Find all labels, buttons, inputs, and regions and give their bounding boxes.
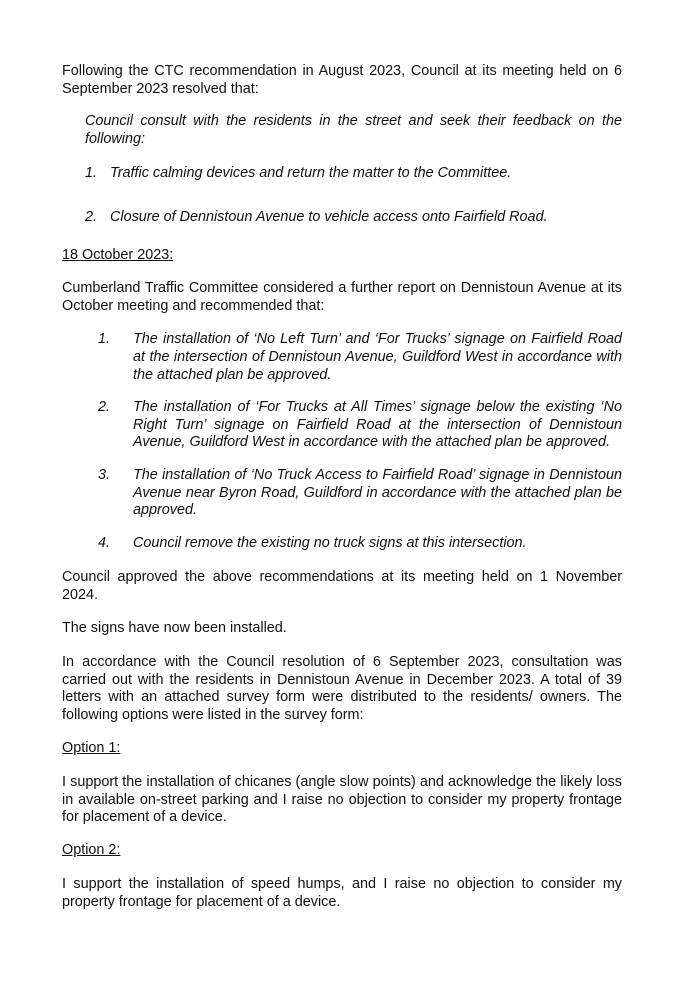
recommendation-item: [62, 467, 622, 520]
recommendation-item-text: Council remove the existing no truck signs at this intersection.: [133, 534, 527, 551]
option-2-text: I support the installation of speed humps, and I raise no objection to consider my property frontage for placement of a device.: [62, 876, 622, 910]
recommendation-item-number: 2.: [98, 399, 111, 416]
recommendation-item-text: The installation of ‘No Truck Access to Fairfield Road’ signage in Dennistoun Avenue near Byron Road, Guildford in accordance with the attached plan be approved.: [133, 466, 622, 519]
consultation-paragraph: In accordance with the Council resolution of 6 September 2023, consultation was carried out with the residents in Dennistoun Avenue in December 2023. A total of 39 letters with an attached survey form were distributed to the residents/ owners. The following options were listed in the survey form:: [62, 654, 622, 723]
resolution-item-text: Closure of Dennistoun Avenue to vehicle access onto Fairfield Road.: [110, 208, 548, 225]
recommendation-item-text: The installation of ‘For Trucks at All Times’ signage below the existing ‘No Right Turn’ signage on Fairfield Road at the intersection of Dennistoun Avenue, Guildford West in accordance with the attached plan be approved.: [133, 399, 622, 451]
resolution-item-text: Traffic calming devices and return the matter to the Committee.: [110, 165, 512, 182]
resolution-text: Council consult with the residents in the street and seek their feedback on the following:: [85, 113, 622, 147]
recommendation-item-number: 4.: [98, 534, 111, 551]
recommendation-item: [62, 331, 622, 384]
option-1-text: I support the installation of chicanes (angle slow points) and acknowledge the likely loss in available on-street parking and I raise no objection to consider my property frontage for placement of a device.: [62, 774, 622, 826]
document-page: [62, 63, 622, 912]
resolution-item: [85, 209, 622, 227]
recommendation-item-text: The installation of ‘No Left Turn’ and ‘For Trucks’ signage on Fairfield Road at the intersection of Dennistoun Avenue, Guildford West in accordance with the attached plan be approved.: [133, 331, 622, 383]
approval-paragraph: Council approved the above recommendations at its meeting held on 1 November 2024.: [62, 569, 622, 603]
resolution-item-number: 2.: [85, 208, 98, 225]
resolution-item: [85, 165, 622, 183]
option-1-heading: Option 1:: [62, 740, 121, 757]
recommendation-item-number: 1.: [98, 331, 111, 348]
installed-paragraph: The signs have now been installed.: [62, 620, 287, 637]
resolution-item-number: 1.: [85, 165, 98, 182]
option-2-heading: Option 2:: [62, 841, 121, 858]
recommendation-item: [62, 399, 622, 452]
recommendation-item-number: 3.: [98, 466, 111, 483]
section-heading-oct: 18 October 2023:: [62, 246, 174, 263]
committee-paragraph: Cumberland Traffic Committee considered a further report on Dennistoun Avenue at its October meeting and recommended that:: [62, 280, 622, 314]
intro-paragraph: Following the CTC recommendation in August 2023, Council at its meeting held on 6 September 2023 resolved that:: [62, 63, 622, 97]
recommendation-item: [62, 535, 622, 553]
